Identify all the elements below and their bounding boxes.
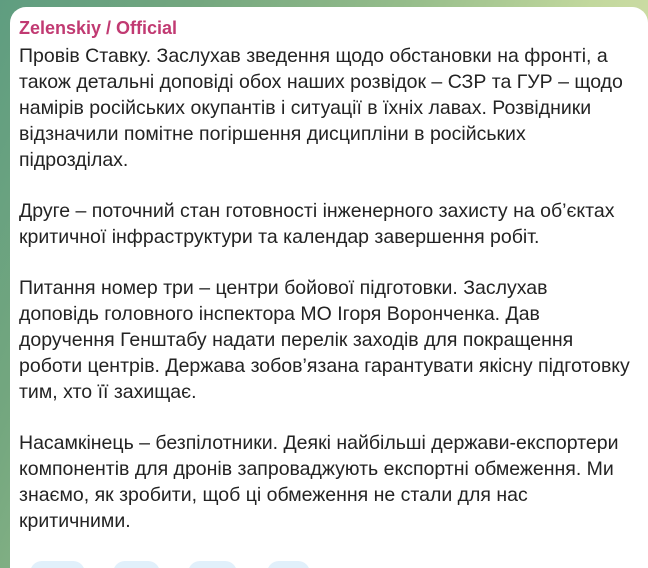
reaction-pill[interactable] (267, 561, 310, 568)
reaction-pill[interactable] (30, 561, 85, 568)
reaction-pill[interactable] (113, 561, 160, 568)
message-paragraph: Провів Ставку. Заслухав зведення щодо обстановки на фронті, а також детальні доповіді обох наших розвідок – СЗР та ГУР – щодо намірів російських окупантів і ситуації в їхніх лавах. Розвідники відзначили помітне погіршення дисципліни в російських підрозділах. (19, 45, 623, 171)
message-paragraph: Питання номер три – центри бойової підготовки. Заслухав доповідь головного інспектора МО Ігоря Воронченка. Дав доручення Генштабу надати перелік заходів для покращення роботи центрів. Держава зобов’язана гарантувати якісну підготовку тим, хто її захищає. (19, 277, 630, 403)
message-text (19, 43, 631, 534)
channel-name[interactable]: Zelenskiy / Official (19, 18, 178, 38)
message-paragraph: Насамкінець – безпілотники. Деякі найбільші держави-експортери компонентів для дронів запроваджують експортні обмеження. Ми знаємо, як зробити, щоб ці обмеження не стали для нас критичними. (19, 432, 619, 532)
reaction-pill[interactable] (188, 561, 237, 568)
message-bubble (10, 7, 648, 568)
message-paragraph: Друге – поточний стан готовності інженерного захисту на об’єктах критичної інфраструктури та календар завершення робіт. (19, 200, 615, 248)
